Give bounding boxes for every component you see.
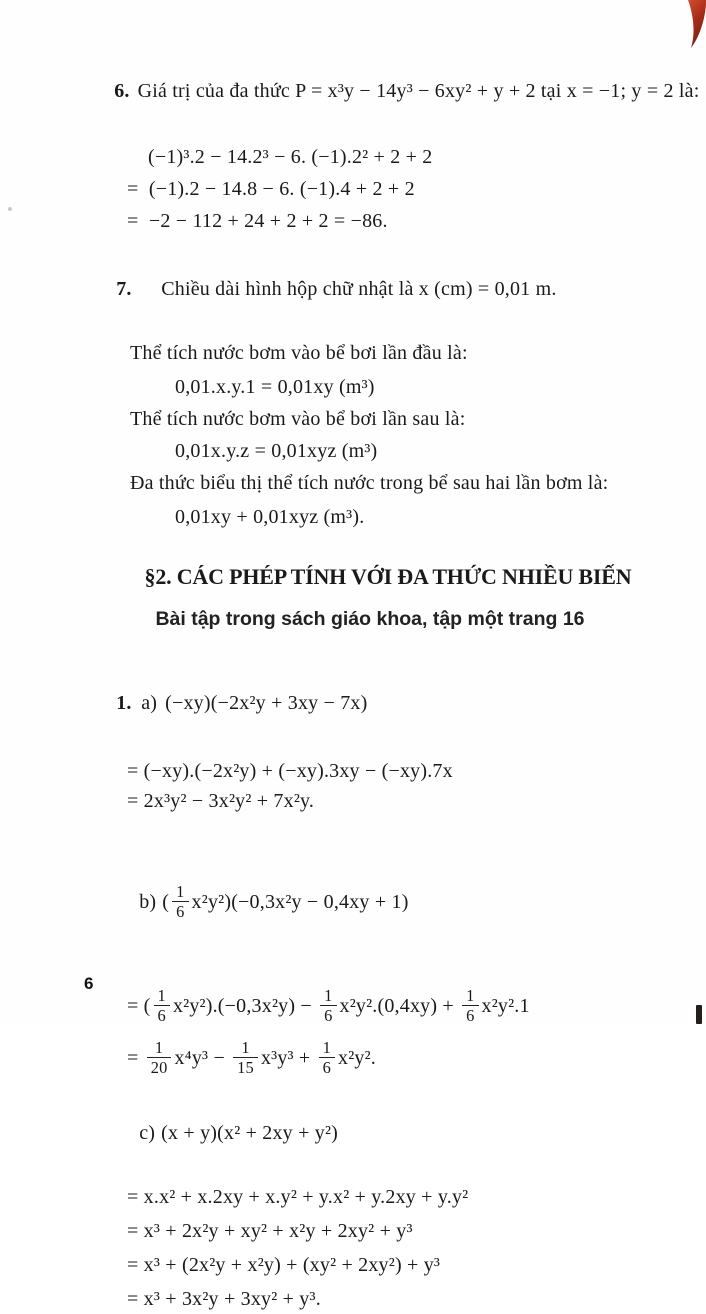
problem-6-step-2: = (−1).2 − 14.8 − 6. (−1).4 + 2 + 2	[127, 178, 415, 200]
section-subtitle: Bài tập trong sách giáo khoa, tập một trang 16	[155, 608, 585, 630]
problem-7-formula-3: 0,01xy + 0,01xyz (m³).	[175, 506, 365, 528]
part-b-expression: ( $\frac{1}{6}$ x²y²)(−0,3x²y − 0,4xy + 1)	[162, 881, 409, 921]
page-number: 6	[84, 974, 94, 993]
problem-6-step-1: (−1)³.2 − 14.2³ − 6. (−1).2² + 2 + 2	[148, 146, 433, 168]
part-c-step-1: = x.x² + x.2xy + x.y² + y.x² + y.2xy + y.y²	[127, 1186, 469, 1208]
part-a-step-2: = 2x³y² − 3x²y² + 7x²y.	[127, 790, 315, 812]
problem-6-text: Giá trị của đa thức P = x³y − 14y³ − 6xy² + y + 2 tại x = −1; y = 2 là:	[137, 80, 700, 102]
problem-1a-statement	[0, 658, 706, 748]
problem-1c-statement	[0, 1088, 706, 1178]
problem-7-formula-1: 0,01.x.y.1 = 0,01xy (m³)	[175, 376, 375, 398]
page-corner-mark	[696, 1005, 702, 1024]
part-a-expression: (−xy)(−2x²y + 3xy − 7x)	[165, 692, 368, 714]
part-a-step-1: = (−xy).(−2x²y) + (−xy).3xy − (−xy).7x	[127, 760, 453, 782]
problem-1b-statement	[0, 824, 706, 980]
part-b-step-2: = $\frac{1}{20}$ x⁴y³ − $\frac{1}{15}$ x³y³ + $\frac{1}{6}$ x²y².	[127, 1037, 377, 1077]
problem-7-number: 7.	[116, 278, 132, 300]
problem-1-number: 1.	[116, 692, 132, 714]
part-b-step-1: = ( $\frac{1}{6}$ x²y²).(−0,3x²y) − $\frac{1}{6}$ x²y².(0,4xy) + $\frac{1}{6}$ x²y².1	[127, 985, 530, 1025]
part-c-step-4: = x³ + 3x²y + 3xy² + y³.	[127, 1288, 321, 1310]
problem-7-para-1: Thể tích nước bơm vào bể bơi lần đầu là:	[130, 342, 468, 364]
part-c-expression: (x + y)(x² + 2xy + y²)	[161, 1122, 339, 1144]
problem-6-statement	[0, 46, 706, 136]
problem-6-step-3: = −2 − 112 + 24 + 2 + 2 = −86.	[127, 210, 388, 232]
section-heading: §2. CÁC PHÉP TÍNH VỚI ĐA THỨC NHIỀU BIẾN	[144, 564, 632, 589]
problem-7-text: Chiều dài hình hộp chữ nhật là x (cm) = 0,01 m.	[161, 278, 557, 300]
part-b-label: b)	[139, 891, 157, 913]
problem-7-statement	[0, 244, 706, 334]
problem-7-formula-2: 0,01x.y.z = 0,01xyz (m³)	[175, 440, 378, 462]
problem-7-para-3: Đa thức biểu thị thể tích nước trong bể sau hai lần bơm là:	[130, 472, 609, 494]
problem-7-para-2: Thể tích nước bơm vào bể bơi lần sau là:	[130, 408, 466, 430]
part-a-label: a)	[141, 692, 158, 714]
problem-6-number: 6.	[114, 80, 130, 102]
part-c-step-3: = x³ + (2x²y + x²y) + (xy² + 2xy²) + y³	[127, 1254, 441, 1276]
part-c-step-2: = x³ + 2x²y + xy² + x²y + 2xy² + y³	[127, 1220, 413, 1242]
part-c-label: c)	[139, 1122, 156, 1144]
